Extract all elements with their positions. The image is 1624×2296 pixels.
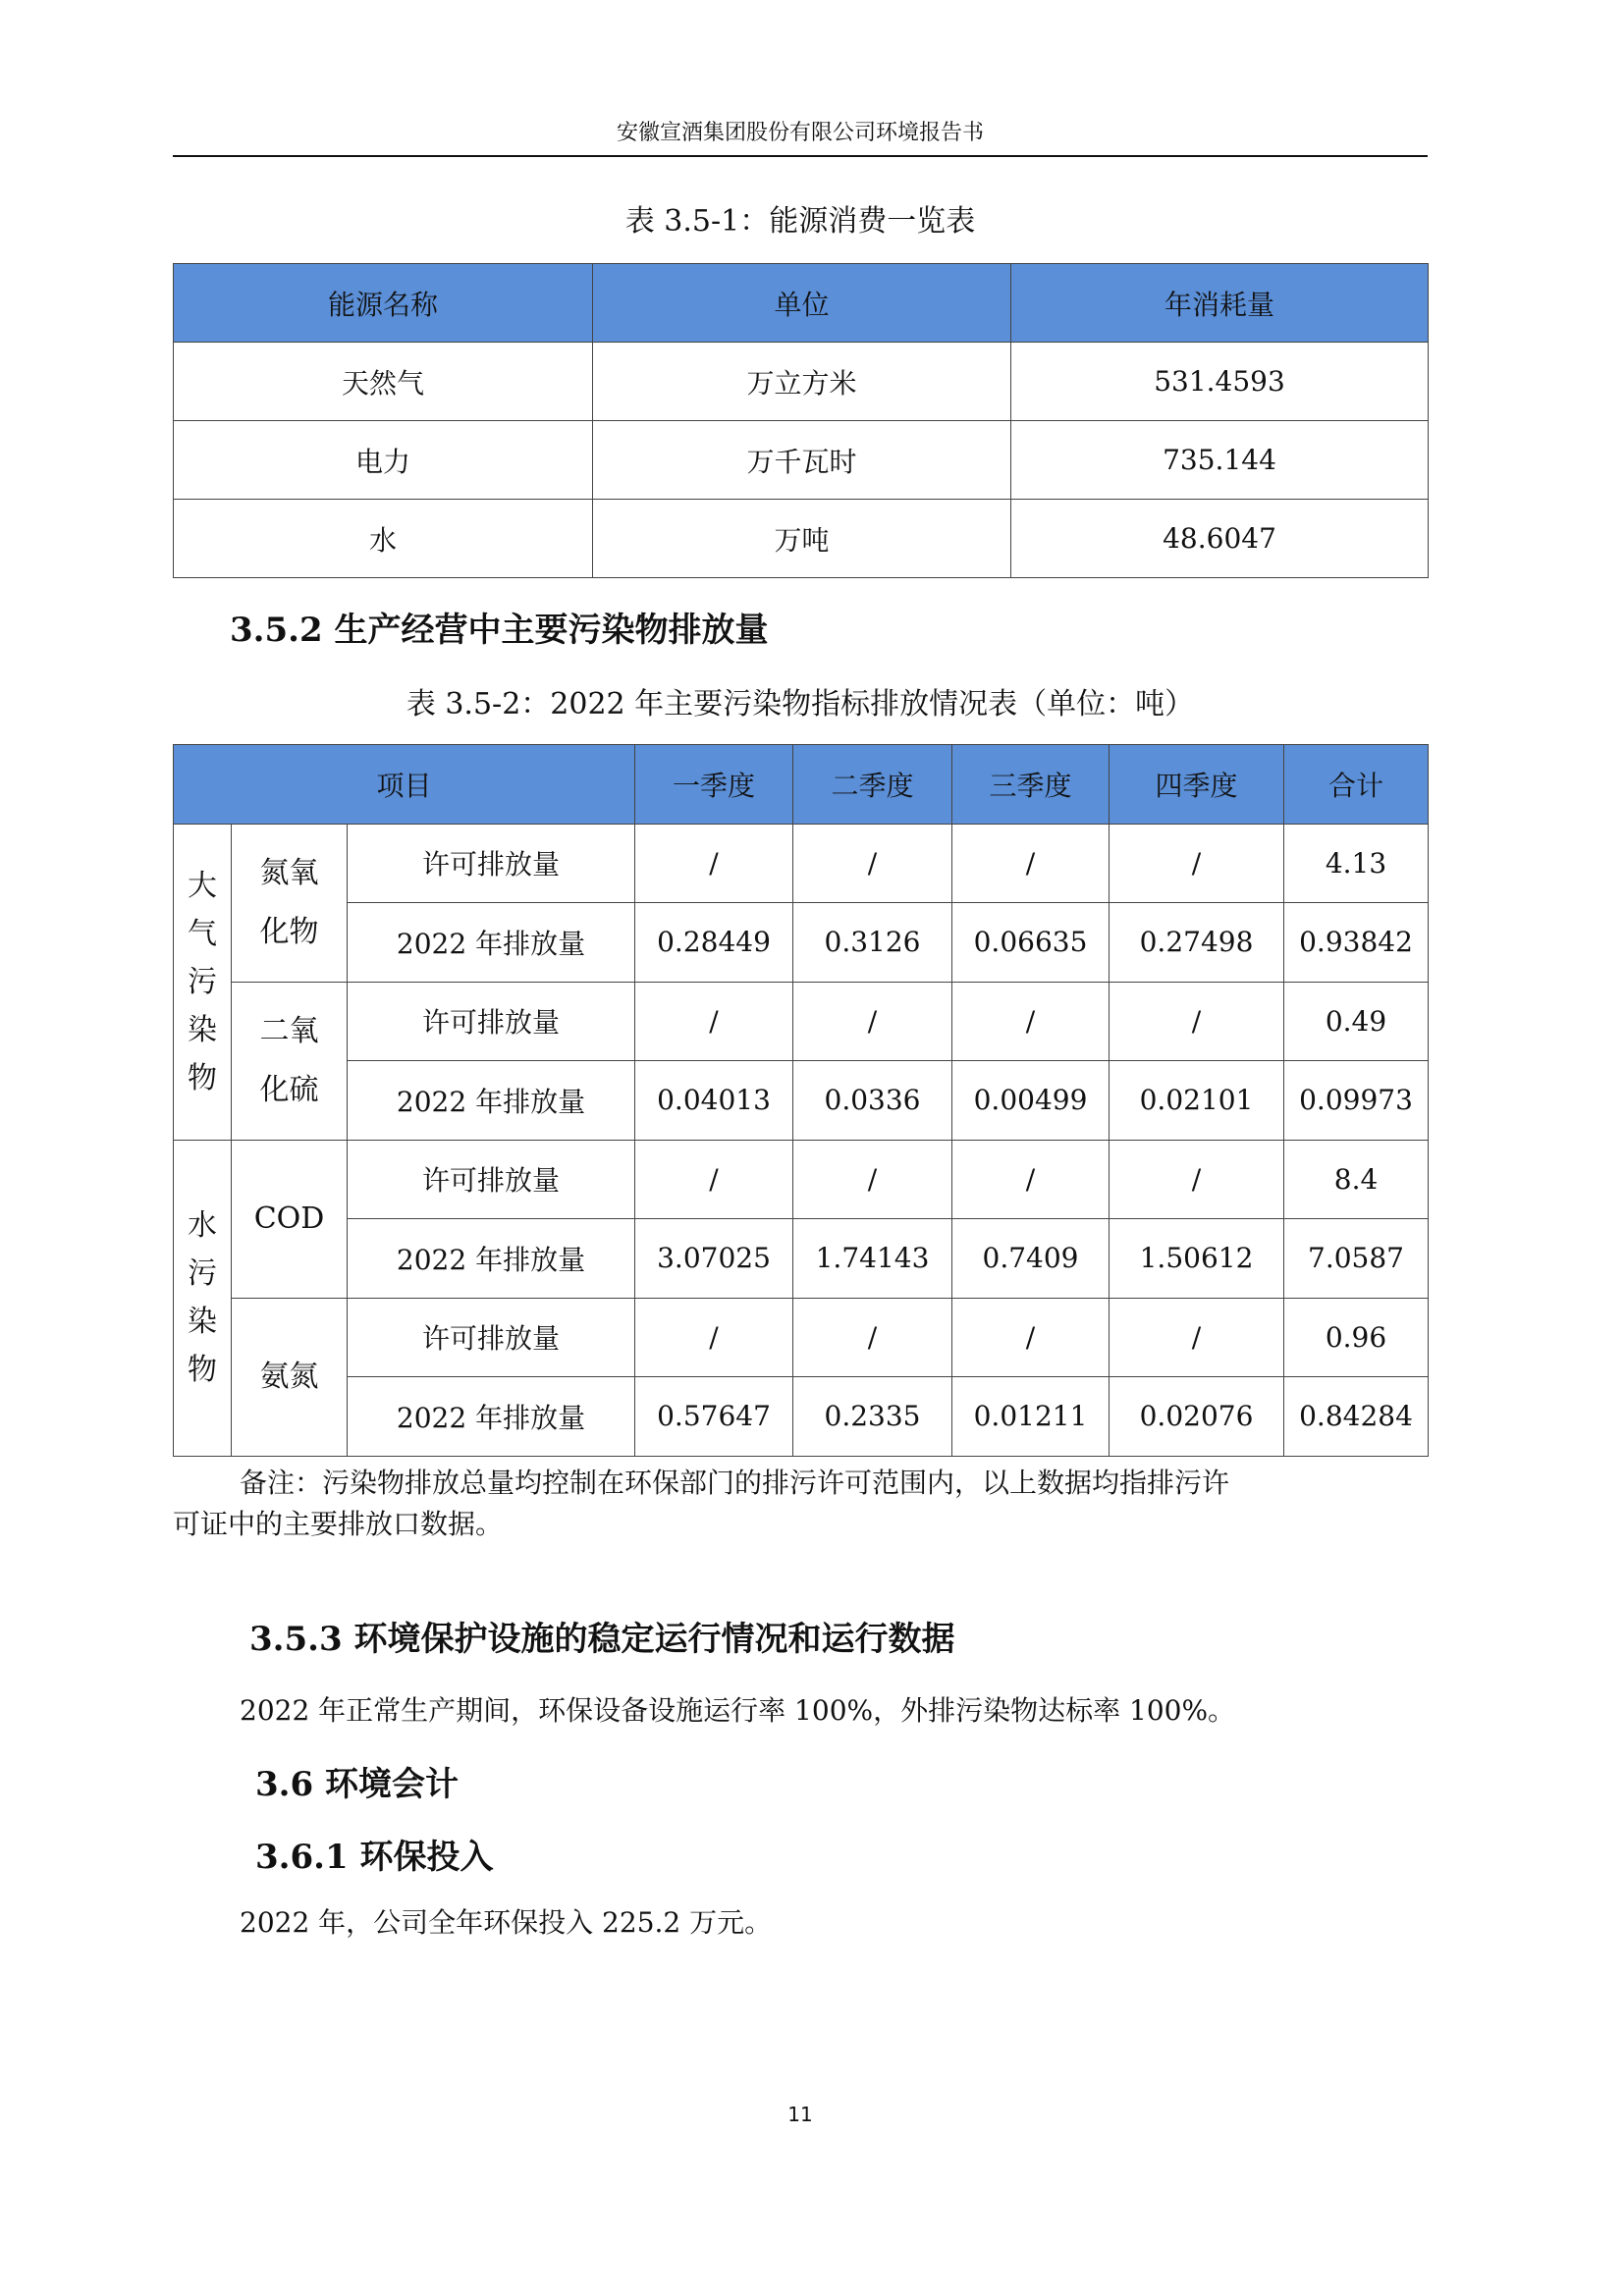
table-cell: /	[1110, 824, 1284, 903]
table-row	[174, 500, 1429, 578]
section-heading-3-6: 3.6 环境会计	[255, 1765, 459, 1804]
energy-table	[173, 263, 1429, 578]
column-header: 单位	[593, 264, 1011, 343]
group-label-air: 大 气 污 染 物	[174, 824, 232, 1140]
section-heading-3-5-2: 3.5.2 生产经营中主要污染物排放量	[230, 611, 769, 650]
table-row	[174, 1298, 1429, 1377]
table-cell: /	[793, 982, 952, 1061]
table-cell: 0.49	[1284, 982, 1429, 1061]
table2-note-line1: 备注：污染物排放总量均控制在环保部门的排污许可范围内，以上数据均指排污许	[240, 1467, 1230, 1499]
table-cell: /	[952, 1140, 1110, 1219]
table-cell: /	[793, 824, 952, 903]
pollutant-name-cod: COD	[232, 1140, 348, 1298]
table-cell: 0.84284	[1284, 1377, 1429, 1457]
table-cell: /	[635, 824, 793, 903]
column-header: 项目	[174, 745, 635, 825]
table-cell: /	[1110, 1140, 1284, 1219]
group-label-water: 水 污 染 物	[174, 1140, 232, 1456]
table-row	[174, 982, 1429, 1061]
table-cell: 1.74143	[793, 1219, 952, 1299]
table-cell: 0.57647	[635, 1377, 793, 1457]
section-heading-3-6-1: 3.6.1 环保投入	[255, 1838, 494, 1877]
table-cell: 0.93842	[1284, 903, 1429, 983]
column-header: 四季度	[1110, 745, 1284, 825]
table-row	[174, 343, 1429, 421]
column-header: 三季度	[952, 745, 1110, 825]
table-cell: 0.28449	[635, 903, 793, 983]
table-cell: 万立方米	[593, 343, 1011, 421]
table-row	[174, 1061, 1429, 1141]
table-cell: 1.50612	[1110, 1219, 1284, 1299]
table-cell: 天然气	[174, 343, 593, 421]
table-row	[174, 903, 1429, 983]
table-cell: 8.4	[1284, 1140, 1429, 1219]
table-cell: /	[793, 1298, 952, 1377]
table-cell: /	[952, 1298, 1110, 1377]
pollutant-name-so2: 二氧 化硫	[232, 982, 348, 1140]
table-cell: 7.0587	[1284, 1219, 1429, 1299]
table-cell: 许可排放量	[348, 824, 635, 903]
page-header: 安徽宣酒集团股份有限公司环境报告书	[616, 121, 984, 145]
table-header-row	[174, 745, 1429, 825]
table-cell: 水	[174, 500, 593, 578]
table-cell: 0.7409	[952, 1219, 1110, 1299]
table-cell: 2022 年排放量	[348, 903, 635, 983]
table-cell: 0.09973	[1284, 1061, 1429, 1141]
table-cell: 0.0336	[793, 1061, 952, 1141]
table-cell: 0.06635	[952, 903, 1110, 983]
section-heading-3-5-3: 3.5.3 环境保护设施的稳定运行情况和运行数据	[249, 1620, 955, 1659]
table-row	[174, 824, 1429, 903]
table-cell: /	[1110, 982, 1284, 1061]
table-cell: /	[952, 824, 1110, 903]
table-cell: /	[793, 1140, 952, 1219]
pollutant-name-ammonia: 氨氮	[232, 1298, 348, 1456]
header-rule	[173, 155, 1428, 157]
section-3-5-3-text: 2022 年正常生产期间，环保设备设施运行率 100%，外排污染物达标率 100%。	[240, 1694, 1236, 1727]
column-header: 二季度	[793, 745, 952, 825]
column-header: 一季度	[635, 745, 793, 825]
table1-caption: 表 3.5-1：能源消费一览表	[624, 204, 976, 239]
table-cell: 许可排放量	[348, 982, 635, 1061]
table-cell: /	[952, 982, 1110, 1061]
table-cell: 电力	[174, 421, 593, 500]
page-number: 11	[787, 2103, 813, 2126]
section-3-6-1-text: 2022 年，公司全年环保投入 225.2 万元。	[240, 1906, 773, 1939]
table-cell: 0.2335	[793, 1377, 952, 1457]
table-cell: 0.02101	[1110, 1061, 1284, 1141]
table-row	[174, 1219, 1429, 1299]
table-cell: 许可排放量	[348, 1140, 635, 1219]
table-cell: 0.01211	[952, 1377, 1110, 1457]
table-cell: 2022 年排放量	[348, 1377, 635, 1457]
table-cell: 2022 年排放量	[348, 1219, 635, 1299]
column-header: 合计	[1284, 745, 1429, 825]
table-cell: /	[1110, 1298, 1284, 1377]
table-cell: 许可排放量	[348, 1298, 635, 1377]
table-row	[174, 1377, 1429, 1457]
table-cell: 3.07025	[635, 1219, 793, 1299]
table-cell: 0.02076	[1110, 1377, 1284, 1457]
table-header-row	[174, 264, 1429, 343]
table-cell: 0.3126	[793, 903, 952, 983]
table-cell: 4.13	[1284, 824, 1429, 903]
table-cell: /	[635, 1140, 793, 1219]
table-cell: 531.4593	[1011, 343, 1429, 421]
table-cell: 0.04013	[635, 1061, 793, 1141]
table-cell: /	[635, 982, 793, 1061]
table-cell: 2022 年排放量	[348, 1061, 635, 1141]
table-cell: 0.96	[1284, 1298, 1429, 1377]
table-row	[174, 421, 1429, 500]
pollutant-name-nox: 氮氧 化物	[232, 824, 348, 982]
table-row	[174, 1140, 1429, 1219]
table-cell: 48.6047	[1011, 500, 1429, 578]
table2-note-line2: 可证中的主要排放口数据。	[173, 1508, 504, 1540]
table-cell: 万千瓦时	[593, 421, 1011, 500]
column-header: 年消耗量	[1011, 264, 1429, 343]
table-cell: 735.144	[1011, 421, 1429, 500]
table-cell: /	[635, 1298, 793, 1377]
pollutant-table	[173, 744, 1429, 1457]
column-header: 能源名称	[174, 264, 593, 343]
table-cell: 0.27498	[1110, 903, 1284, 983]
table2-caption: 表 3.5-2：2022 年主要污染物指标排放情况表（单位：吨）	[406, 687, 1195, 721]
table-cell: 0.00499	[952, 1061, 1110, 1141]
table-cell: 万吨	[593, 500, 1011, 578]
